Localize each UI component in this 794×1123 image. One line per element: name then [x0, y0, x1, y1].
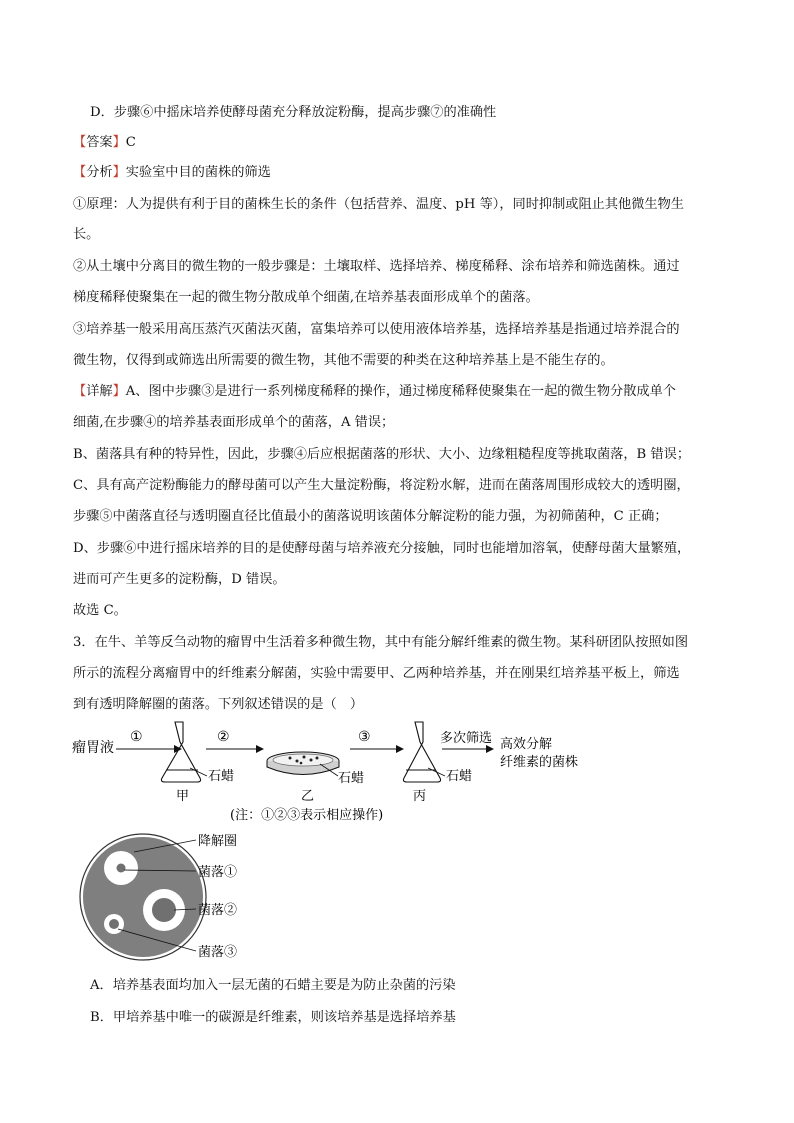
answer-bracket-open: 【 [73, 135, 87, 150]
flow-start-label: 瘤胃液 [72, 740, 114, 756]
detail-tag: 详解 [86, 384, 113, 399]
detail-conclusion: 故选 C。 [73, 603, 127, 618]
analysis-p1-line2: 长。 [73, 227, 100, 242]
dish-label: 乙 [301, 789, 315, 804]
arrow-3-head [396, 745, 404, 753]
analysis-p3-line2: 微生物，仅得到或筛选出所需要的微生物，其他不需要的种类在这种培养基上是不能生存的。 [73, 353, 614, 368]
analysis-bracket-close: 】 [112, 165, 126, 180]
plate-medium [83, 837, 203, 957]
detail-bracket-open: 【 [73, 384, 87, 399]
answer-value: C [125, 135, 136, 150]
step-3-label: ③ [358, 729, 371, 745]
detail-d-line2: 进而可产生更多的淀粉酶，D 错误。 [73, 572, 286, 587]
label-colony2: 菌落② [198, 903, 238, 918]
diagram-note: (注：①②③表示相应操作) [230, 808, 384, 823]
result-line2: 纤维素的菌株 [500, 755, 579, 770]
label-colony3: 菌落③ [198, 945, 238, 960]
question2-option-d: D．步骤⑥中摇床培养使酵母菌充分释放淀粉酶，提高步骤⑦的准确性 [90, 105, 497, 120]
detail-b-line1: B、菌落具有种的特异性，因此，步骤④后应根据菌落的形状、大小、边缘粗糙程度等挑取菌落，B 错误； [73, 447, 691, 462]
flask-c-label: 丙 [413, 789, 427, 804]
answer-line [73, 133, 136, 153]
flask-a [161, 722, 207, 782]
detail-c-line1: C、具有高产淀粉酶能力的酵母菌可以产生大量淀粉酶，将淀粉水解，进而在菌落周围形成较大的透明圈， [73, 478, 690, 493]
detail-a-line2: 细菌,在步骤④的培养基表面形成单个的菌落，A 错误； [73, 415, 395, 430]
step-1-label: ① [130, 729, 143, 745]
result-line1: 高效分解 [500, 737, 553, 752]
colony-1 [117, 864, 126, 873]
question3-line2: 所示的流程分离瘤胃中的纤维素分解菌，实验中需要甲、乙两种培养基，并在刚果红培养基平板上，筛选 [73, 666, 680, 681]
repeat-label: 多次筛选 [440, 731, 493, 746]
answer-tag: 答案 [86, 135, 113, 150]
arrow-2-head [256, 745, 264, 753]
step-2-label: ② [217, 729, 230, 745]
colony-3 [109, 919, 119, 929]
plate-diagram [76, 830, 276, 965]
flask-a-label: 甲 [176, 789, 190, 804]
flask-c [403, 722, 445, 782]
analysis-title: 实验室中目的菌株的筛选 [125, 165, 271, 180]
detail-c-line2: 步骤⑤中菌落直径与透明圈直径比值最小的菌落说明该菌体分解淀粉的能力强，为初筛菌种，C 正确； [73, 509, 668, 524]
paraffin-a-label: 石蜡 [208, 769, 235, 784]
analysis-p3-line1: ③培养基一般采用高压蒸汽灭菌法灭菌，富集培养可以使用液体培养基，选择培养基是指通过培养混合的 [73, 322, 680, 337]
arrow-4-head [486, 745, 494, 753]
analysis-p2-line1: ②从土壤中分离目的微生物的一般步骤是：土壤取样、选择培养、梯度稀释、涂布培养和筛选菌株。通过 [73, 259, 680, 274]
question3-option-b: B．甲培养基中唯一的碳源是纤维素，则该培养基是选择培养基 [90, 1010, 456, 1025]
analysis-p1-line1: ①原理：人为提供有利于目的菌株生长的条件（包括营养、温度、pH 等），同时抑制或阻止其他微生物生 [73, 197, 684, 212]
question3-option-a: A．培养基表面均加入一层无菌的石蜡主要是为防止杂菌的污染 [90, 978, 456, 993]
colony-2 [152, 898, 176, 922]
detail-a-line1: A、图中步骤③是进行一系列梯度稀释的操作，通过梯度稀释使聚集在一起的微生物分散成单个 [125, 384, 676, 399]
answer-bracket-close: 】 [112, 135, 126, 150]
question3-line3: 到有透明降解圈的菌落。下列叙述错误的是（ ） [73, 697, 364, 712]
detail-bracket-close: 】 [112, 384, 126, 399]
flow-diagram [70, 716, 630, 828]
petri-dish [267, 752, 339, 776]
detail-d-line1: D、步骤⑥中进行摇床培养的目的是使酵母菌与培养液充分接触，同时也能增加溶氧，使酵母菌大量繁殖， [73, 541, 691, 556]
paraffin-b-label: 石蜡 [338, 771, 365, 786]
analysis-heading [73, 163, 271, 183]
label-circle: 降解圈 [198, 834, 238, 849]
paraffin-c-label: 石蜡 [446, 769, 473, 784]
detail-heading-line [73, 382, 676, 402]
label-colony1: 菌落① [198, 865, 238, 880]
analysis-bracket-open: 【 [73, 165, 87, 180]
question3-line1: 3．在牛、羊等反刍动物的瘤胃中生活着多种微生物，其中有能分解纤维素的微生物。某科研团队按照如图 [73, 635, 689, 650]
analysis-tag: 分析 [86, 165, 113, 180]
analysis-p2-line2: 梯度稀释使聚集在一起的微生物分散成单个细菌,在培养基表面形成单个的菌落。 [73, 290, 539, 305]
